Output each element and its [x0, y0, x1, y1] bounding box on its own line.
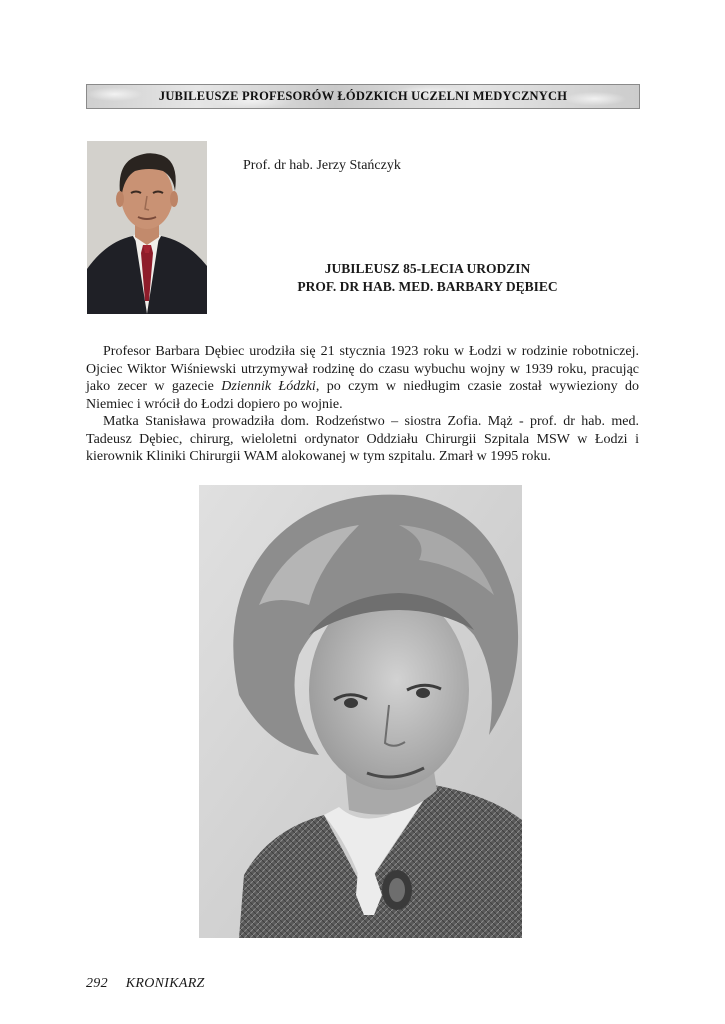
paragraph-2: Matka Stanisława prowadziła dom. Rodzeństwo – siostra Zofia. Mąż - prof. dr hab. med. Tadeusz Dębiec, chirurg, wieloletni ordynator Oddziału Chirurgii Szpitala MSW w Łodzi i kierownik Kliniki Chirurgii WAM alokowanej w tym szpitalu. Zmarł w 1995 roku.	[86, 414, 639, 464]
page-footer	[86, 976, 205, 992]
author-photo	[87, 141, 207, 314]
author-name: Prof. dr hab. Jerzy Stańczyk	[243, 158, 401, 173]
section-header-title: JUBILEUSZE PROFESORÓW ŁÓDZKICH UCZELNI MEDYCZNYCH	[158, 89, 568, 103]
author-portrait-image	[87, 141, 207, 314]
article-title-line-2: PROF. DR HAB. MED. BARBARY DĘBIEC	[297, 279, 558, 294]
page-number: 292	[86, 976, 108, 991]
subject-photo	[199, 485, 522, 938]
paragraph-1-text-a: Profesor Barbara Dębiec urodziła się 21 stycznia 1923 roku w Łodzi w rodzinie robotniczej. Ojciec Wiktor Wiśniewski utrzymywał rodzinę do czasu wybuchu wojny w 1939 roku, pracując jako zecer w gazecie	[86, 344, 639, 394]
section-header-band	[86, 84, 640, 109]
subject-portrait-image	[199, 485, 522, 938]
journal-name: KRONIKARZ	[125, 976, 205, 991]
article-title-line-1: JUBILEUSZ 85-LECIA URODZIN	[324, 261, 531, 276]
newspaper-title: Dziennik Łódzki	[221, 379, 316, 394]
paragraph-1	[86, 343, 639, 413]
article-title	[230, 260, 625, 296]
paragraph-1-text-b: , po czym w niedługim czasie został wywieziony do Niemiec i wrócił do Łodzi dopiero po wojnie.	[86, 379, 639, 412]
article-body	[86, 343, 639, 466]
